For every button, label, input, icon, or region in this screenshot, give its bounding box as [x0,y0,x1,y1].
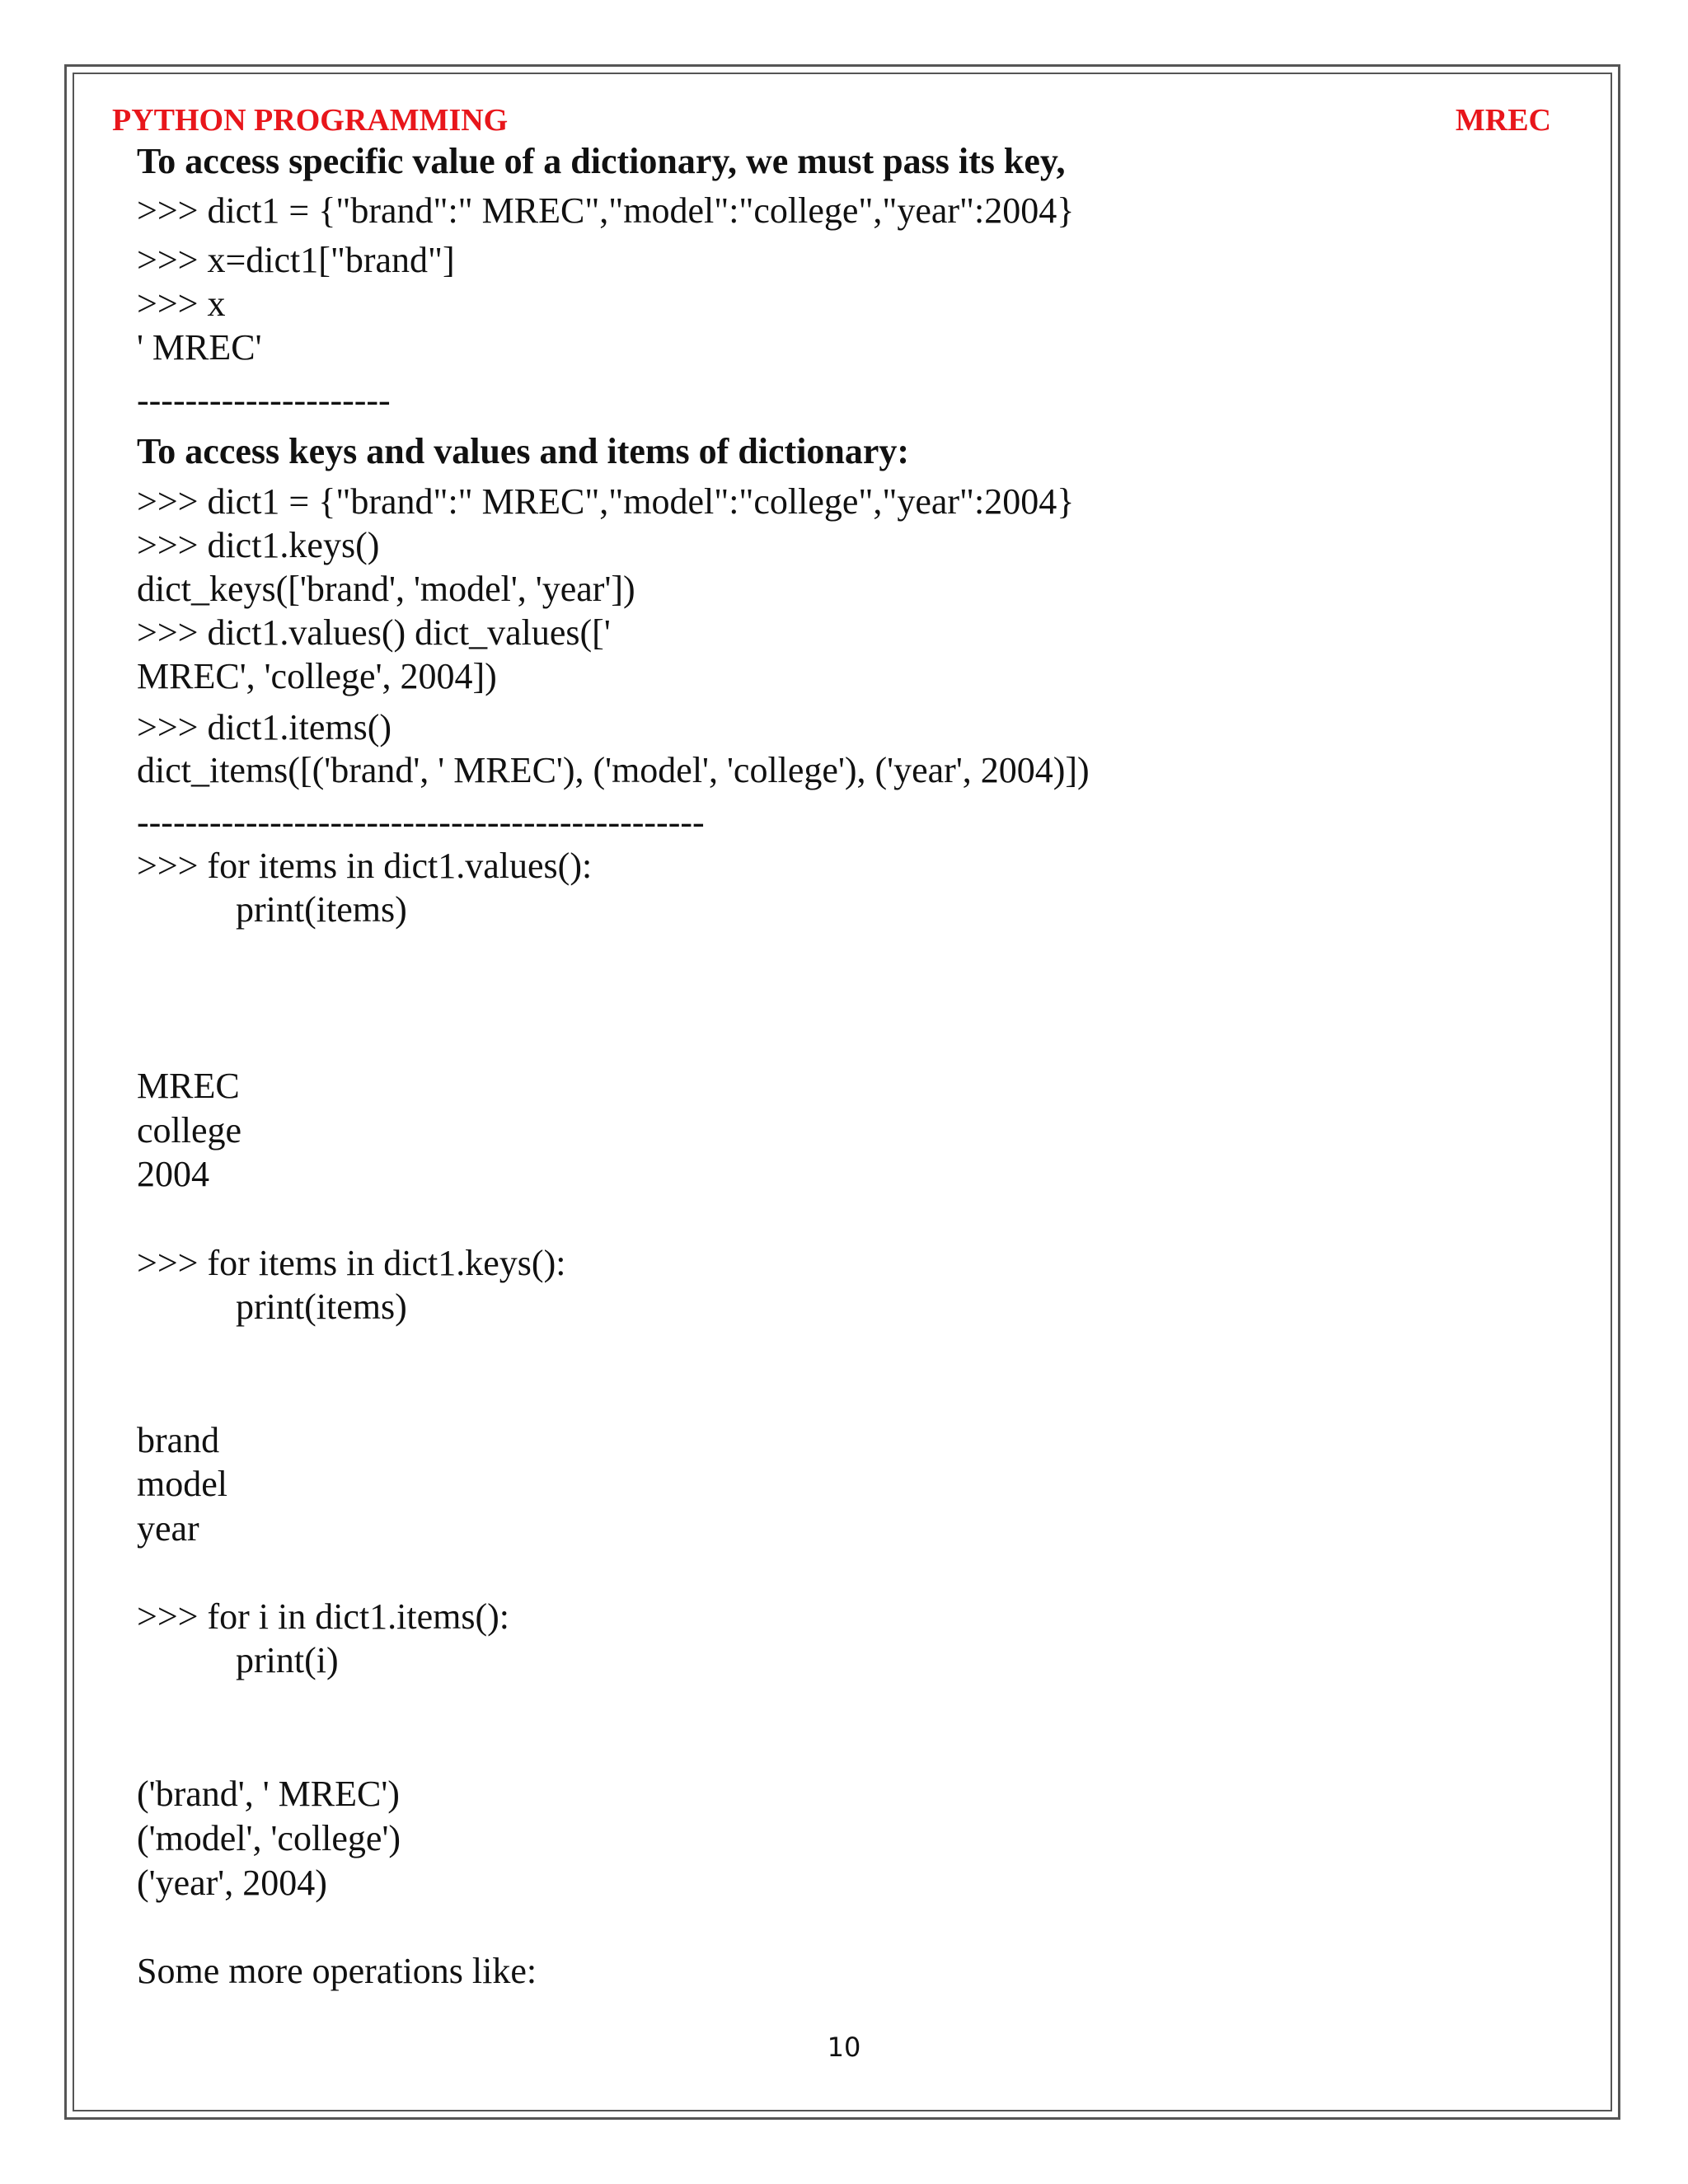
code-line: >>> for items in dict1.keys(): [137,1243,566,1283]
code-output: model [137,1464,227,1504]
header-title: PYTHON PROGRAMMING [112,103,509,138]
code-output: ('year', 2004) [137,1863,327,1903]
header-institution: MREC [1455,103,1551,138]
code-output: dict_keys(['brand', 'model', 'year']) [137,569,635,609]
separator-line: ----------------------------------------------- [137,802,705,842]
body-text: Some more operations like: [137,1951,537,1991]
heading-access-value: To access specific value of a dictionary, we must pass its key, [137,141,1066,181]
code-line: >>> for i in dict1.items(): [137,1596,510,1637]
separator-line: --------------------- [137,380,391,420]
code-line: >>> x=dict1["brand"] [137,240,455,280]
code-output: 2004 [137,1154,209,1194]
code-line: >>> for items in dict1.values(): [137,846,593,886]
code-output: MREC [137,1066,240,1106]
heading-keys-values-items: To access keys and values and items of dictionary: [137,431,910,471]
code-line: >>> dict1.items() [137,707,392,748]
page-number: 10 [827,2032,861,2063]
code-output: ('brand', ' MREC') [137,1774,400,1814]
code-output: college [137,1110,242,1151]
code-line: >>> dict1 = {"brand":" MREC","model":"college","year":2004} [137,481,1075,522]
code-output: ('model', 'college') [137,1818,401,1858]
code-line: >>> dict1.keys() [137,525,380,565]
code-output: dict_items([('brand', ' MREC'), ('model', 'college'), ('year', 2004)]) [137,750,1090,790]
code-line: >>> dict1 = {"brand":" MREC","model":"college","year":2004} [137,190,1075,231]
code-output: brand [137,1420,220,1460]
code-output: year [137,1508,199,1549]
code-line-indented: print(items) [236,889,407,930]
code-line-indented: print(items) [236,1286,407,1327]
code-output: MREC', 'college', 2004]) [137,656,497,696]
code-output: ' MREC' [137,327,262,368]
code-line-indented: print(i) [236,1640,339,1680]
code-line: >>> dict1.values() dict_values([' [137,612,611,653]
code-line: >>> x [137,284,226,324]
